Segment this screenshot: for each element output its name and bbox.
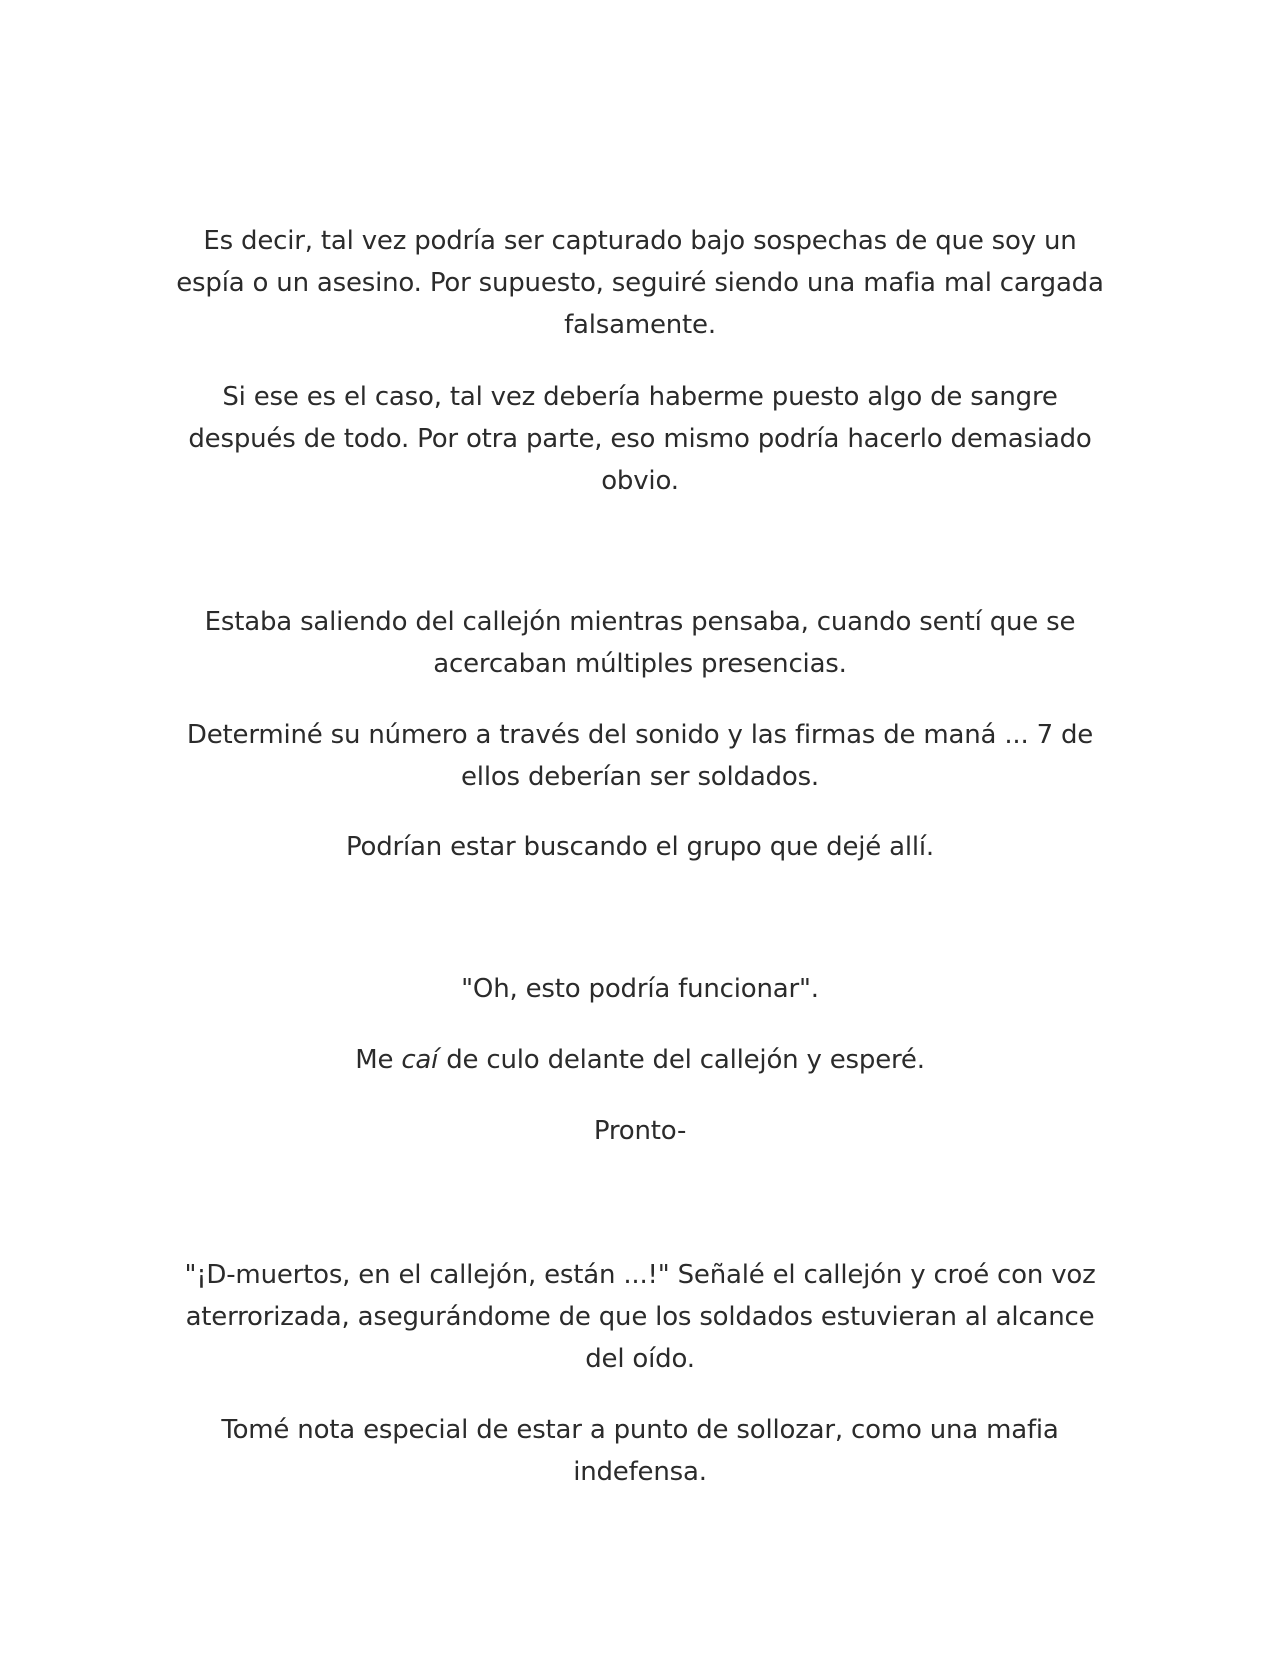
- paragraph-5: Podrían estar buscando el grupo que dejé allí.: [345, 832, 934, 862]
- dialogue-line-2: "¡D-muertos, en el callejón, están ...!" Señalé el callejón y croé con voz aterrorizada, asegurándome de que los soldados estuvieran al alcance del oído.: [184, 1260, 1096, 1374]
- paragraph-7-before: Me: [355, 1045, 402, 1075]
- paragraph-7: [176, 1039, 1104, 1081]
- paragraph-3: Estaba saliendo del callejón mientras pensaba, cuando sentí que se acercaban múltiples presencias.: [204, 607, 1076, 679]
- emphasized-word: caí: [401, 1045, 439, 1075]
- paragraph-1: Es decir, tal vez podría ser capturado bajo sospechas de que soy un espía o un asesino. Por supuesto, seguiré siendo una mafia mal cargada falsamente.: [176, 226, 1104, 340]
- paragraph-7-after: de culo delante del callejón y esperé.: [438, 1045, 925, 1075]
- paragraph-4: Determiné su número a través del sonido y las firmas de maná ... 7 de ellos deberían ser soldados.: [186, 720, 1094, 792]
- paragraph-2: Si ese es el caso, tal vez debería haberme puesto algo de sangre después de todo. Por otra parte, eso mismo podría hacerlo demasiado obvio.: [188, 382, 1092, 496]
- paragraph-10: Tomé nota especial de estar a punto de sollozar, como una mafia indefensa.: [221, 1415, 1059, 1487]
- paragraph-8: Pronto-: [593, 1116, 687, 1146]
- dialogue-line-1: "Oh, esto podría funcionar".: [461, 974, 819, 1004]
